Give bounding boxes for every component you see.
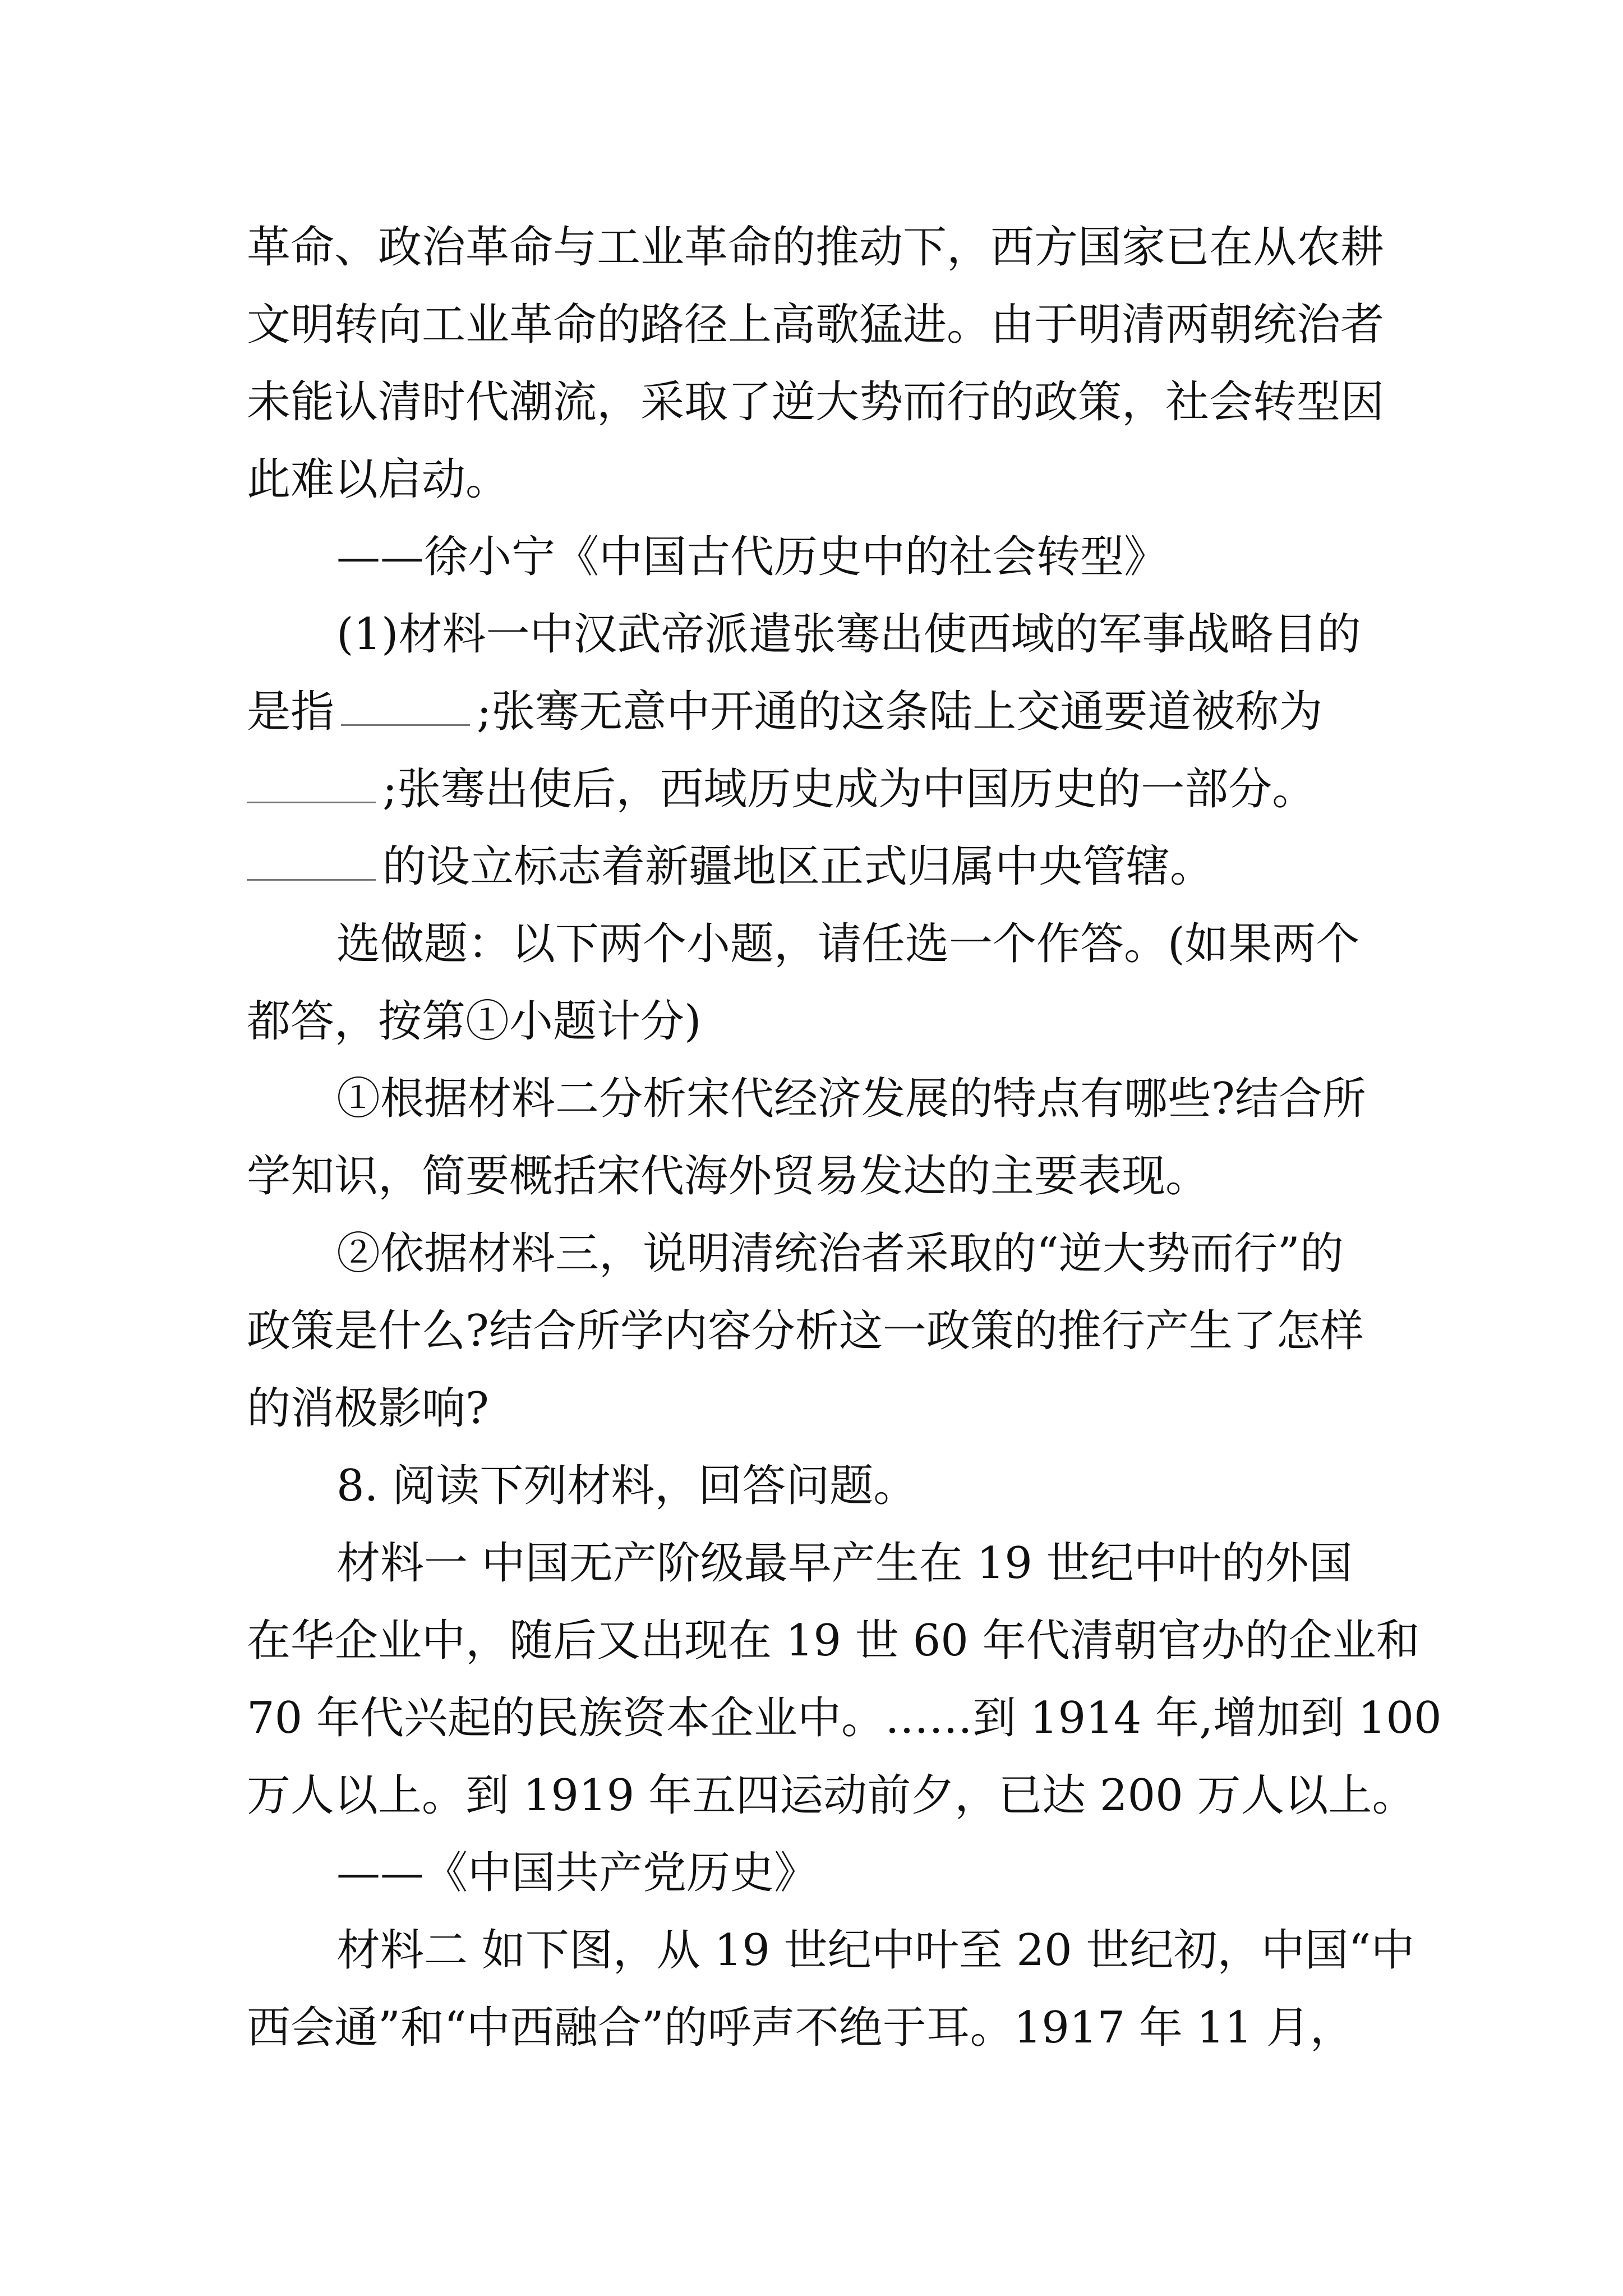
optional-question-1: ①根据材料二分析宋代经济发展的特点有哪些?结合所 <box>336 1074 1366 1124</box>
question-1-line <box>247 673 1385 751</box>
text-line: 的消极影响? <box>247 1383 489 1434</box>
question-8-heading: 8. 阅读下列材料，回答问题。 <box>336 1461 917 1511</box>
text-line: 学知识，简要概括宋代海外贸易发达的主要表现。 <box>247 1151 1210 1202</box>
material-1: 材料一 中国无产阶级最早产生在 19 世纪中叶的外国 <box>336 1538 1353 1589</box>
question-1-line <box>247 751 1385 828</box>
text-line: 西会通”和“中西融合”的呼声不绝于耳。1917 年 11 月， <box>247 2003 1354 2053</box>
document-body <box>247 209 1442 2067</box>
text-line: 未能认清时代潮流，采取了逆大势而行的政策，社会转型因 <box>247 377 1385 427</box>
answer-blank[interactable] <box>247 799 376 803</box>
text-line: 革命、政治革命与工业革命的推动下，西方国家已在从农耕 <box>247 222 1385 273</box>
question-1-text: (1)材料一中汉武帝派遣张骞出使西域的军事战略目的 <box>336 609 1361 660</box>
answer-blank[interactable] <box>247 877 376 881</box>
text-line: 70 年代兴起的民族资本企业中。……到 1914 年,增加到 100 <box>247 1693 1442 1743</box>
text-line: 万人以上。到 1919 年五四运动前夕，已达 200 万人以上。 <box>247 1770 1416 1821</box>
text-span: 的设立标志着新疆地区正式归属中央管辖。 <box>382 841 1214 892</box>
text-line: 此难以启动。 <box>247 454 510 505</box>
text-span: ;张骞无意中开通的这条陆上交通要道被称为 <box>477 687 1323 737</box>
source-citation: ——《中国共产党历史》 <box>336 1848 818 1898</box>
text-line: 都答，按第①小题计分) <box>247 996 702 1047</box>
text-line: 文明转向工业革命的路径上高歌猛进。由于明清两朝统治者 <box>247 300 1385 350</box>
text-span: 是指 <box>247 687 335 737</box>
text-line: 在华企业中，随后又出现在 19 世 60 年代清朝官办的企业和 <box>247 1616 1420 1666</box>
optional-question-intro: 选做题：以下两个小题，请任选一个作答。(如果两个 <box>336 919 1360 969</box>
material-2: 材料二 如下图，从 19 世纪中叶至 20 世纪初，中国“中 <box>336 1925 1415 1976</box>
text-span: ;张骞出使后，西域历史成为中国历史的一部分。 <box>382 764 1316 815</box>
question-1-line <box>247 828 1385 905</box>
answer-blank[interactable] <box>341 722 470 726</box>
optional-question-2: ②依据材料三，说明清统治者采取的“逆大势而行”的 <box>336 1228 1344 1279</box>
source-citation: ——徐小宁《中国古代历史中的社会转型》 <box>336 532 1168 582</box>
text-line: 政策是什么?结合所学内容分析这一政策的推行产生了怎样 <box>247 1306 1364 1356</box>
